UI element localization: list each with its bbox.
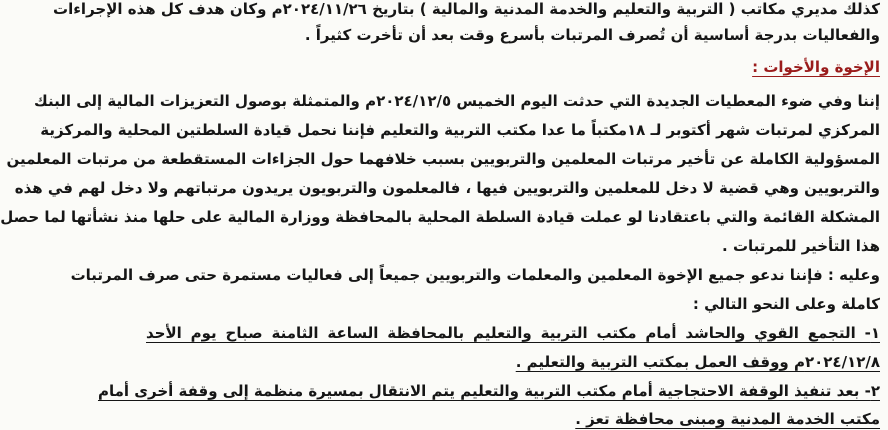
paragraph-line: والتربويين وهي قضية لا دخل للمعلمين والتربويين فيها ، فالمعلمون والتربويون يريدون مرتباتهم ولا دخل لهم في هذه (14, 179, 880, 197)
paragraph-line: هذا التأخير للمرتبات . (722, 237, 880, 255)
salutation-heading: الإخوة والأخوات : (752, 58, 880, 76)
paragraph-line: إننا وفي ضوء المعطيات الجديدة التي حدثت اليوم الخميس ٢٠٢٤/١٢/٥م والمتمثلة بوصول التعزيزات المالية إلى البنك (33, 92, 880, 110)
paragraph-line: المركزي لمرتبات شهر أكتوبر لـ ١٨مكتباً ما عدا مكتب التربية والتعليم فإننا نحمل قيادة السلطتين المحلية والمركزية (40, 121, 880, 139)
call-line: كاملة وعلى النحو التالي : (692, 295, 880, 313)
paragraph-line: المشكلة القائمة والتي باعتقادنا لو عملت قيادة السلطة المحلية بالمحافظة ووزارة المالية على حلها منذ نشأتها لما حصل (0, 208, 880, 226)
text-line: كذلك مديري مكاتب ( التربية والتعليم والخدمة المدنية والمالية ) بتاريخ ٢٠٢٤/١١/٢٦م وكان هدف كل هذه الإجراءات (53, 0, 880, 18)
list-item-1-line: ٢٠٢٤/١٢/٨م ووقف العمل بمكتب التربية والتعليم . (515, 353, 880, 371)
list-item-2-line: ٢- بعد تنفيذ الوقفة الاحتجاجية أمام مكتب التربية والتعليم يتم الانتقال بمسيرة منظمة إلى وقفة أخرى أمام (97, 382, 880, 400)
list-item-1-line: ١- التجمع القوي والحاشد أمام مكتب التربية والتعليم بالمحافظة الساعة الثامنة صباح يوم الأحد (146, 324, 880, 342)
list-item-2-line: مكتب الخدمة المدنية ومبنى محافظة تعز . (575, 410, 880, 428)
call-line: وعليه : فإننا ندعو جميع الإخوة المعلمين والمعلمات والتربويين جميعاً إلى فعاليات مستمرة حتى صرف المرتبات (70, 266, 880, 284)
paragraph-line: المسؤولية الكاملة عن تأخير مرتبات المعلمين والتربويين بسبب خلافهما حول الجزاءات المستقطعة من مرتبات المعلمين (6, 150, 880, 168)
text-line: والفعاليات بدرجة أساسية أن تُصرف المرتبات بأسرع وقت بعد أن تأخرت كثيراً . (304, 26, 880, 44)
